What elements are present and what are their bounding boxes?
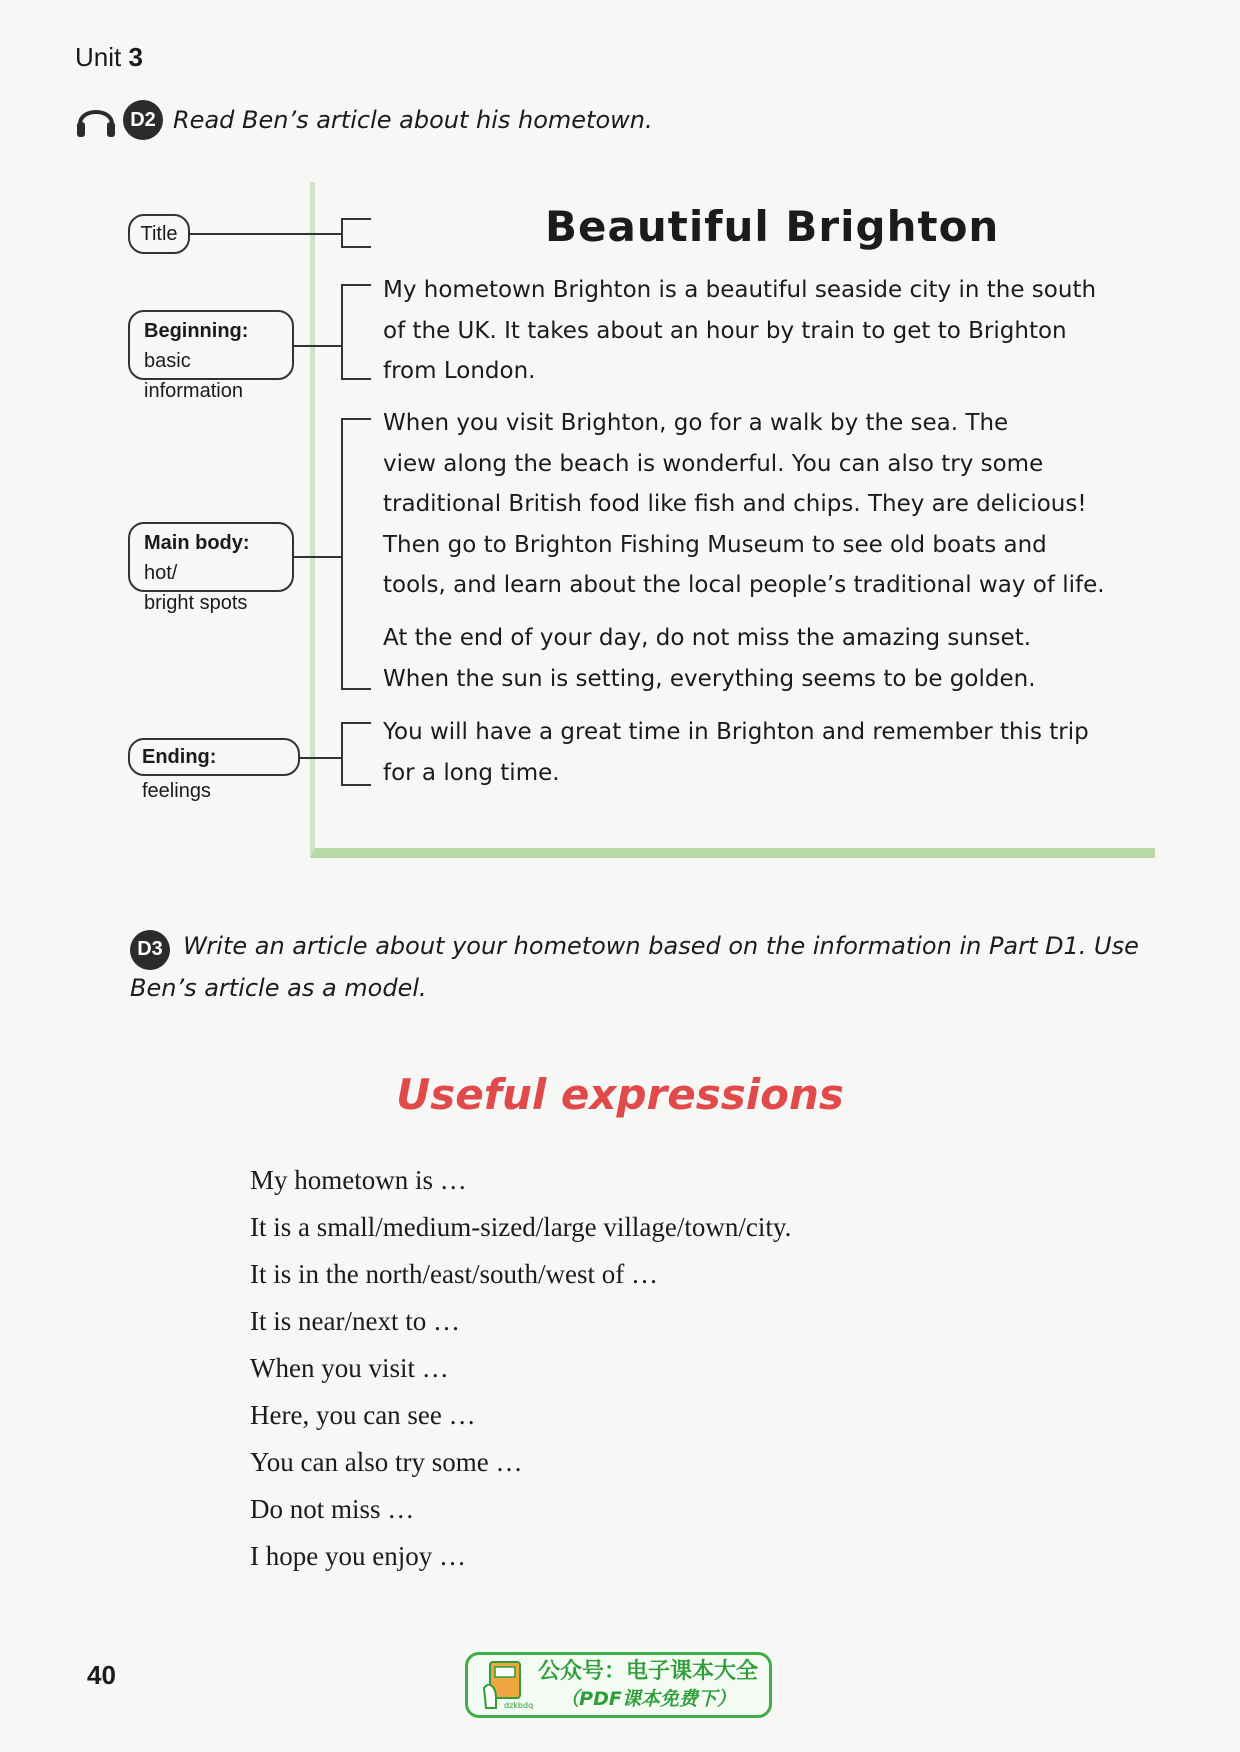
article-paragraph-3 — [383, 618, 1143, 699]
text-line: from London. — [383, 358, 536, 384]
connector-title — [190, 233, 342, 235]
label-main-bold: Main body: — [144, 532, 250, 554]
bracket-main-body — [341, 418, 343, 690]
article-paragraph-4 — [383, 712, 1143, 793]
connector-main-body — [294, 556, 342, 558]
expression-item: Here, you can see … — [250, 1400, 476, 1430]
label-main-rest-2: bright spots — [144, 592, 248, 614]
label-ending-rest: feelings — [142, 780, 211, 802]
article-paragraph-2 — [383, 403, 1143, 606]
d3-badge: D3 — [130, 930, 170, 970]
article-paragraph-1 — [383, 270, 1143, 392]
d3-instruction — [130, 928, 1140, 1006]
text-line: Then go to Brighton Fishing Museum to see old boats and — [383, 531, 1047, 558]
expression-item: Do not miss … — [250, 1494, 415, 1524]
label-beginning-rest-2: information — [144, 380, 243, 402]
text-line: At the end of your day, do not miss the amazing sunset. — [383, 625, 1032, 651]
expression-item: My hometown is … — [250, 1165, 467, 1195]
expression-item: It is near/next to … — [250, 1306, 460, 1336]
label-main-body — [128, 522, 294, 614]
label-beginning-rest: basic — [144, 350, 191, 372]
expression-item: It is in the north/east/south/west of … — [250, 1259, 658, 1289]
label-title — [128, 214, 190, 254]
bracket-title — [341, 218, 343, 248]
label-beginning — [128, 310, 294, 402]
text-line: view along the beach is wonderful. You can also try some — [383, 450, 1044, 477]
book-icon — [480, 1658, 534, 1712]
expression-item: It is a small/medium-sized/large village/town/city. — [250, 1212, 792, 1242]
bracket-ending-bottom — [341, 784, 371, 786]
article-title: Beautiful Brighton — [545, 202, 1000, 251]
d2-instruction-row — [75, 100, 653, 140]
expression-item: You can also try some … — [250, 1447, 523, 1477]
headphones-icon — [75, 100, 117, 140]
label-beginning-bold: Beginning: — [144, 320, 249, 342]
bracket-ending-top — [341, 722, 371, 724]
text-line: My hometown Brighton is a beautiful seaside city in the south — [383, 277, 1097, 303]
label-ending-bold: Ending: — [142, 746, 217, 768]
useful-expressions-title: Useful expressions — [396, 1070, 844, 1119]
text-line: for a long time. — [383, 759, 560, 786]
d2-instruction-text: Read Ben’s article about his hometown. — [173, 106, 653, 134]
watermark-badge — [465, 1652, 772, 1718]
expression-item: When you visit … — [250, 1353, 449, 1383]
bracket-beginning-bottom — [341, 378, 371, 380]
watermark-line1: 公众号：电子课本大全 — [538, 1659, 759, 1684]
text-line: of the UK. It takes about an hour by train to get to Brighton — [383, 317, 1067, 344]
watermark-text — [538, 1658, 758, 1712]
bracket-title-top — [341, 218, 371, 220]
text-line: You will have a great time in Brighton and remember this trip — [383, 719, 1089, 745]
page-number: 40 — [87, 1660, 116, 1690]
connector-beginning — [294, 345, 342, 347]
text-line: tools, and learn about the local people’s traditional way of life. — [383, 572, 1105, 598]
label-main-rest: hot/ — [144, 562, 178, 584]
useful-expressions-list — [250, 1157, 791, 1580]
d2-badge: D2 — [123, 100, 163, 140]
connector-ending — [300, 757, 342, 759]
text-line: When you visit Brighton, go for a walk by the sea. The — [383, 410, 1009, 436]
unit-heading — [75, 42, 143, 73]
unit-number: 3 — [128, 42, 143, 72]
label-ending — [128, 738, 300, 802]
bracket-ending — [341, 722, 343, 786]
text-line: When the sun is setting, everything seems to be golden. — [383, 665, 1036, 692]
label-title-text: Title — [140, 223, 178, 245]
bracket-main-top — [341, 418, 371, 420]
unit-word: Unit — [75, 42, 122, 72]
bracket-main-bottom — [341, 688, 371, 690]
watermark-line2: （PDF课本免费下） — [560, 1688, 736, 1710]
d3-instruction-text: Write an article about your hometown based on the information in Part D1. Use Ben’s article as a model. — [130, 932, 1139, 1002]
text-line: traditional British food like fish and chips. They are delicious! — [383, 491, 1087, 517]
expression-item: I hope you enjoy … — [250, 1541, 466, 1571]
bracket-beginning — [341, 284, 343, 380]
bracket-title-bottom — [341, 246, 371, 248]
bracket-beginning-top — [341, 284, 371, 286]
watermark-icon-label: dzkbdq — [504, 1701, 534, 1710]
